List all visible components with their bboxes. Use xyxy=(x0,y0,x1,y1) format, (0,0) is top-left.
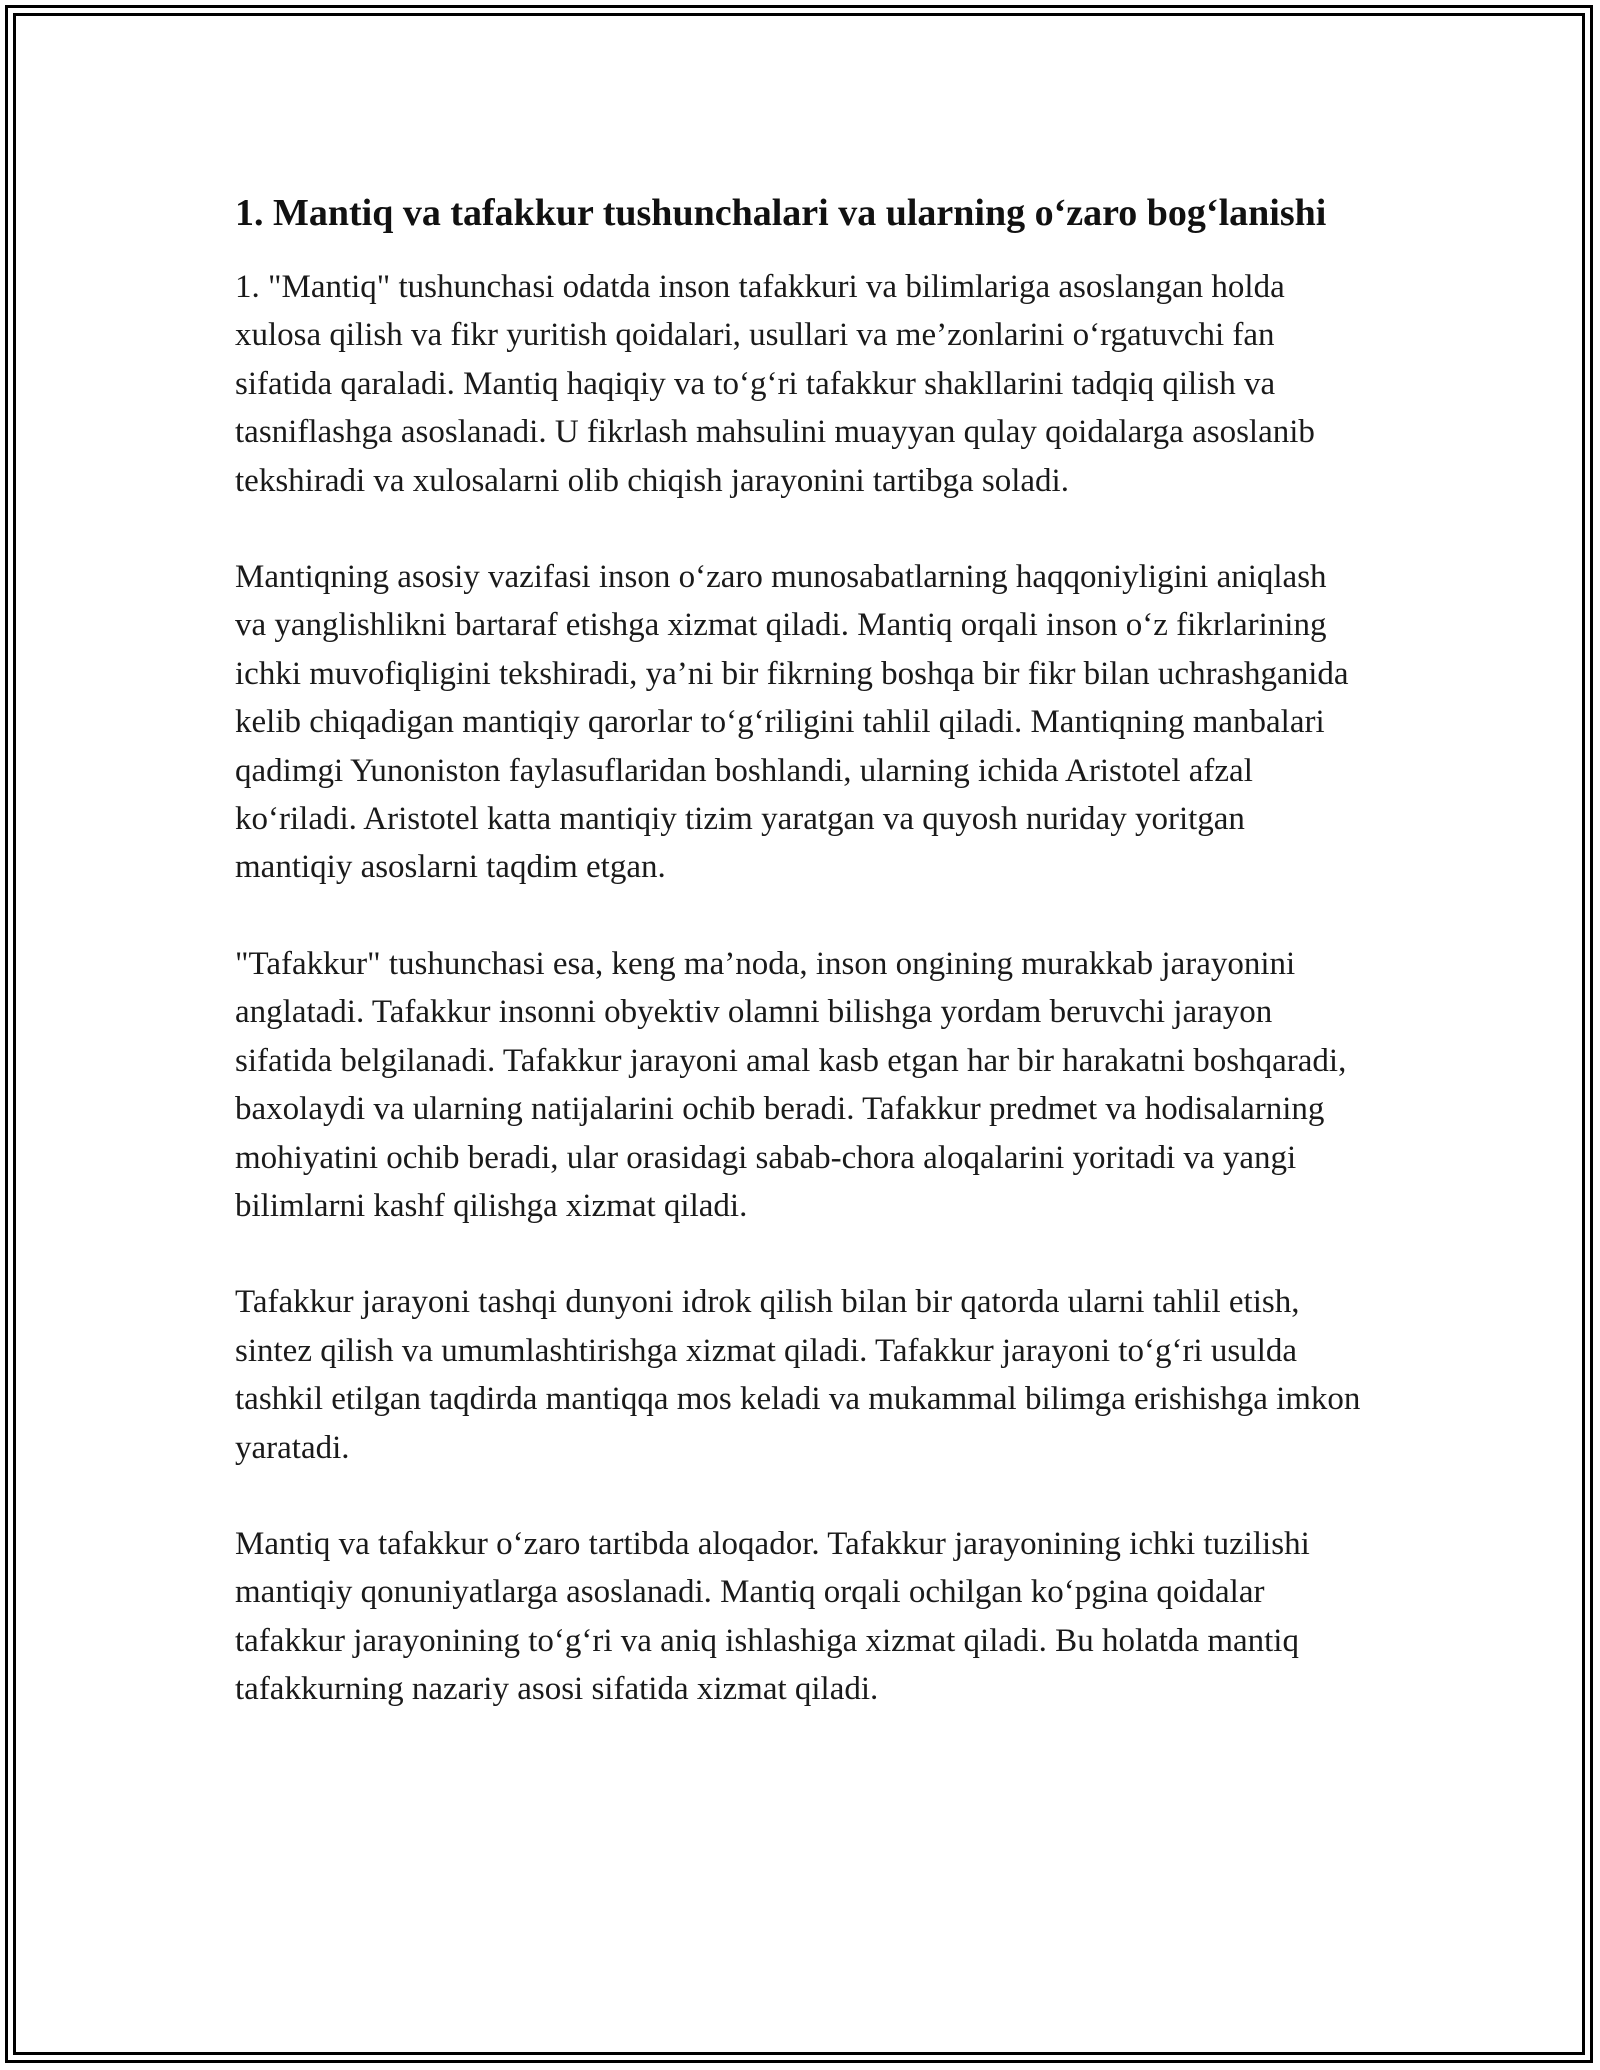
paragraph-1: 1. "Mantiq" tushunchasi odatda inson tafakkuri va bilimlariga asoslangan holda xulosa qilish va fikr yuritish qoidalari, usullari va me’zonlarini o‘rgatuvchi fan sifatida qaraladi. Mantiq haqiqiy va to‘g‘ri tafakkur shakllarini tadqiq qilish va tasniflashga asoslanadi. U fikrlash mahsulini muayyan qulay qoidalarga asoslanib tekshiradi va xulosalarni olib chiqish jarayonini tartibga soladi. xyxy=(235,269,1315,499)
paragraph-5: Mantiq va tafakkur o‘zaro tartibda aloqador. Tafakkur jarayonining ichki tuzilishi mantiqiy qonuniyatlarga asoslanadi. Mantiq orqali ochilgan ko‘pgina qoidalar tafakkur jarayonining to‘g‘ri va aniq ishlashiga xizmat qiladi. Bu holatda mantiq tafakkurning nazariy asosi sifatida xizmat qiladi. xyxy=(235,1525,1310,1708)
document-body xyxy=(235,186,1365,1762)
paragraph-3: "Tafakkur" tushunchasi esa, keng ma’noda, inson ongining murakkab jarayonini anglatadi. Tafakkur insonni obyektiv olamni bilishga yordam beruvchi jarayon sifatida belgilanadi. Tafakkur jarayoni amal kasb etgan har bir harakatni boshqaradi, baxolaydi va ularning natijalarini ochib beradi. Tafakkur predmet va hodisalarning mohiyatini ochib beradi, ular orasidagi sabab-chora aloqalarini yoritadi va yangi bilimlarni kashf qilishga xizmat qiladi. xyxy=(235,945,1347,1224)
section-title: 1. Mantiq va tafakkur tushunchalari va ularning o‘zaro bog‘lanishi xyxy=(235,192,1327,234)
paragraph-4: Tafakkur jarayoni tashqi dunyoni idrok qilish bilan bir qatorda ularni tahlil etish, sintez qilish va umumlashtirishga xizmat qiladi. Tafakkur jarayoni to‘g‘ri usulda tashkil etilgan taqdirda mantiqqa mos keladi va mukammal bilimga erishishga imkon yaratadi. xyxy=(235,1284,1361,1466)
paragraph-2: Mantiqning asosiy vazifasi inson o‘zaro munosabatlarning haqqoniyligini aniqlash va yanglishlikni bartaraf etishga xizmat qiladi. Mantiq orqali inson o‘z fikrlarining ichki muvofiqligini tekshiradi, ya’ni bir fikrning boshqa bir fikr bilan uchrashganida kelib chiqadigan mantiqiy qarorlar to‘g‘riligini tahlil qiladi. Mantiqning manbalari qadimgi Yunoniston faylasuflaridan boshlandi, ularning ichida Aristotel afzal ko‘riladi. Aristotel katta mantiqiy tizim yaratgan va quyosh nuriday yoritgan mantiqiy asoslarni taqdim etgan. xyxy=(235,559,1349,886)
